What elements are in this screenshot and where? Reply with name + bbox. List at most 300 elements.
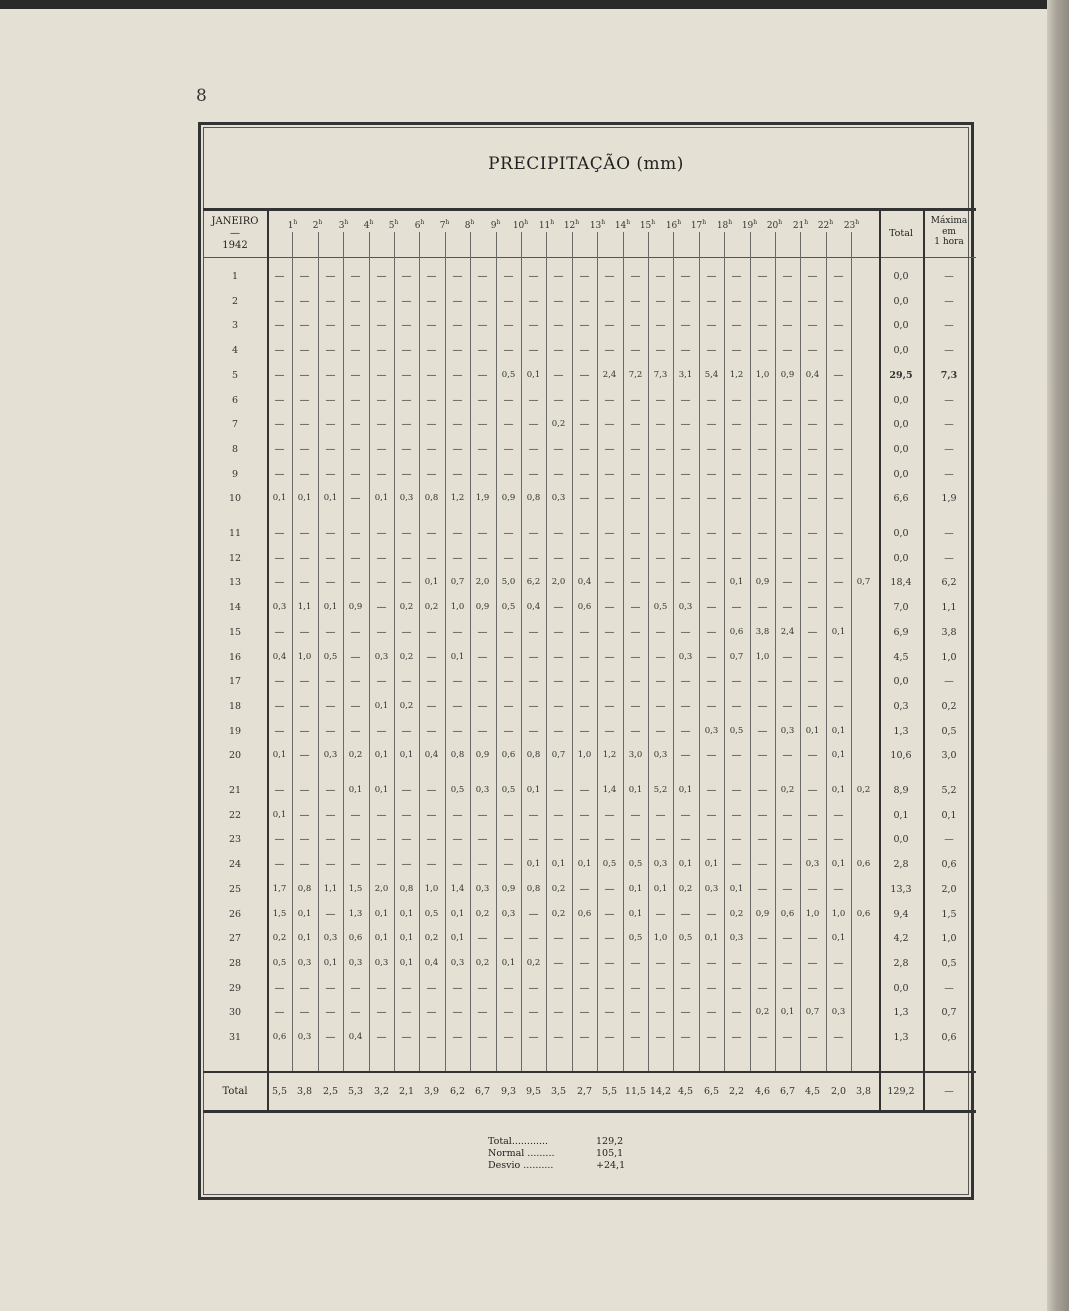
hourly-total: 6,5 [703,1086,720,1097]
hourly-value: 0,1 [704,859,719,870]
hourly-value: — [553,468,564,480]
summary-total-line: Total............ 129,2 [488,1136,624,1147]
hourly-value: — [452,834,463,846]
hourly-value: — [630,725,641,737]
hourly-total: 11,5 [624,1086,647,1097]
hourly-value: — [630,295,641,307]
hourly-value: — [274,345,285,357]
hourly-value: — [655,443,666,455]
hourly-value: 0,3 [297,957,312,968]
hourly-value: — [274,834,285,846]
hourly-value: 0,1 [399,908,414,919]
hourly-value: 0,6 [501,750,516,761]
hourly-value: 1,5 [272,908,287,919]
hourly-value: — [503,676,514,688]
hourly-value: — [452,369,463,381]
hourly-value: 0,9 [780,369,795,380]
hourly-value: 0,1 [729,883,744,894]
hourly-value: — [579,468,590,480]
hourly-value: 0,3 [780,725,795,736]
hourly-value: 0,4 [348,1032,363,1042]
hourly-value: — [553,443,564,455]
hourly-value: — [401,394,412,406]
hourly-value: — [630,700,641,712]
hourly-value: 0,5 [424,908,439,919]
hourly-value: — [757,700,768,712]
hourly-value: 0,1 [628,908,643,919]
hourly-value: — [401,982,412,994]
hourly-value: 0,2 [551,419,566,430]
hourly-value: — [807,295,818,307]
hourly-value: 3,1 [678,369,693,380]
hourly-value: — [325,552,336,564]
hourly-value: — [630,1007,641,1019]
hourly-value: 2,0 [475,577,490,588]
hourly-value: — [503,295,514,307]
hourly-value: — [426,700,437,712]
hourly-value: — [325,394,336,406]
hourly-value: — [731,271,742,282]
hourly-value: — [477,295,488,307]
hourly-value: 0,1 [272,750,287,761]
daily-total: 0,0 [893,676,909,688]
hourly-value: — [503,394,514,406]
hourly-value: — [782,700,793,712]
hourly-value: — [757,957,768,969]
hourly-value: — [757,809,768,821]
hourly-value: — [376,369,387,381]
hourly-value: — [426,1032,437,1043]
hourly-value: 0,1 [526,369,541,380]
hourly-value: — [655,468,666,480]
hourly-value: — [706,394,717,406]
hourly-value: — [452,725,463,737]
hourly-value: 0,3 [729,933,744,944]
hourly-value: 0,1 [577,859,592,870]
day-label: 21 [228,785,242,796]
hourly-value: — [553,369,564,381]
hourly-value: — [782,750,793,762]
hourly-value: — [604,443,615,455]
hourly-value: — [680,1032,691,1043]
hourly-value: — [274,785,285,796]
daily-max: — [944,443,954,455]
hourly-value: — [274,271,285,282]
hourly-value: — [350,834,361,846]
hourly-value: 0,6 [729,626,744,637]
hourly-value: — [731,493,742,505]
hourly-value: — [426,320,437,332]
month-dash: — [230,228,240,239]
hourly-value: — [680,750,691,762]
hourly-value: 0,3 [323,933,338,944]
hourly-value: — [833,957,844,969]
hourly-value: — [426,859,437,871]
hourly-value: — [503,1032,514,1043]
hourly-value: — [630,602,641,614]
hourly-value: — [350,1007,361,1019]
hourly-value: — [376,676,387,688]
hourly-value: — [553,676,564,688]
hourly-value: — [680,295,691,307]
day-label: 31 [228,1032,242,1043]
hourly-value: 0,4 [805,369,820,380]
hourly-value: 0,8 [450,750,465,761]
hourly-value: 0,1 [272,809,287,820]
hourly-value: — [350,552,361,564]
hourly-value: — [553,295,564,307]
hourly-value: — [299,369,310,381]
day-label: 24 [228,859,242,871]
hourly-value: — [376,626,387,638]
hourly-value: — [325,320,336,332]
hourly-value: 0,3 [501,908,516,919]
hourly-value: — [299,982,310,994]
hourly-value: 1,0 [755,369,770,380]
hour-header-8: 8$^h$ [464,219,475,231]
hourly-value: — [452,528,463,539]
hourly-value: — [401,369,412,381]
hourly-value: — [706,468,717,480]
daily-max: — [944,982,954,994]
hourly-value: — [731,982,742,994]
hourly-value: — [655,1007,666,1019]
hour-header-14: 14$^h$ [614,219,631,231]
hourly-value: 0,1 [831,785,846,795]
hourly-value: — [376,577,387,589]
daily-max: 0,7 [941,1007,957,1019]
hourly-value: — [299,271,310,282]
hourly-value: — [579,809,590,821]
hourly-value: 0,2 [678,883,693,894]
totals-bottom-rule [203,1110,976,1113]
hourly-value: — [655,982,666,994]
hourly-value: — [833,320,844,332]
hourly-value: — [731,320,742,332]
daily-total: 0,0 [893,295,909,307]
hourly-value: — [604,1032,615,1043]
hourly-value: 0,4 [424,957,439,968]
hourly-value: — [579,785,590,796]
hourly-total: 3,5 [550,1086,567,1097]
hourly-value: — [350,419,361,431]
daily-total: 0,1 [893,809,909,821]
hourly-value: — [274,1007,285,1019]
hourly-value: — [528,394,539,406]
daily-max: 0,2 [941,700,957,712]
hourly-total: 9,3 [500,1086,517,1097]
hourly-value: 7,3 [653,369,668,380]
hourly-value: — [833,295,844,307]
hourly-value: — [782,345,793,357]
hourly-value: — [401,320,412,332]
table-title: PRECIPITAÇÃO (mm) [488,154,684,174]
hourly-value: 0,3 [551,493,566,504]
hourly-value: — [782,552,793,564]
hourly-value: — [706,528,717,539]
daily-max: 7,3 [940,369,958,381]
hourly-value: — [757,859,768,871]
hourly-value: — [731,809,742,821]
hourly-value: — [833,809,844,821]
daily-total: 29,5 [889,369,913,381]
hourly-value: — [782,809,793,821]
hourly-value: — [426,443,437,455]
hourly-value: — [782,982,793,994]
hourly-value: 0,2 [526,957,541,968]
hourly-value: — [706,750,717,762]
hourly-value: — [757,982,768,994]
hourly-value: 3,0 [628,750,643,761]
day-label: 13 [228,577,242,589]
hourly-value: — [553,552,564,564]
hourly-value: — [807,785,818,796]
hourly-value: 0,1 [831,626,846,637]
hourly-value: — [477,394,488,406]
daily-max: — [944,419,954,431]
hourly-value: 0,2 [729,908,744,919]
hourly-value: — [604,957,615,969]
hourly-value: — [553,320,564,332]
day-label: 18 [228,700,242,712]
hourly-value: 0,2 [551,883,566,894]
hourly-value: 1,5 [348,883,363,894]
hourly-value: — [528,809,539,821]
hourly-value: — [325,419,336,431]
hourly-value: — [528,468,539,480]
hourly-value: — [680,626,691,638]
hourly-value: — [680,809,691,821]
hourly-value: — [604,725,615,737]
hourly-value: — [401,626,412,638]
daily-total: 7,0 [893,602,909,614]
hourly-value: — [477,468,488,480]
hourly-value: — [350,700,361,712]
hourly-value: — [833,577,844,589]
hourly-value: 1,4 [450,883,465,894]
hourly-value: 0,5 [501,785,516,795]
hourly-value: — [426,626,437,638]
summary-normal-line: Normal ......... 105,1 [488,1148,624,1159]
hourly-value: 0,1 [348,785,363,795]
daily-max: 0,6 [941,859,957,871]
hourly-value: — [299,345,310,357]
hourly-value: 0,8 [399,883,414,894]
max-header-line2: em [942,226,956,237]
hourly-value: — [604,577,615,589]
hourly-value: — [757,468,768,480]
hourly-value: — [477,809,488,821]
hourly-value: — [807,626,818,638]
hourly-value: — [833,369,844,381]
hourly-value: — [376,725,387,737]
daily-max: 1,0 [941,651,957,663]
hourly-value: 0,3 [653,859,668,870]
hourly-value: — [503,859,514,871]
hourly-value: — [452,419,463,431]
hourly-value: — [274,725,285,737]
hourly-value: — [503,626,514,638]
hourly-value: 0,1 [424,577,439,588]
hourly-value: — [782,528,793,539]
max-header-line3: 1 hora [934,237,964,247]
hourly-value: — [299,295,310,307]
hourly-value: 0,3 [704,883,719,894]
hourly-value: — [731,700,742,712]
hourly-value: — [655,577,666,589]
hourly-value: — [680,528,691,539]
hourly-value: 0,3 [475,883,490,894]
day-label: 11 [228,528,242,539]
hourly-value: — [807,750,818,762]
day-label: 30 [228,1007,242,1019]
hourly-value: — [579,651,590,663]
hourly-value: — [706,982,717,994]
hourly-value: — [528,982,539,994]
hourly-value: — [807,676,818,688]
hourly-value: 0,1 [729,577,744,588]
hourly-value: — [807,528,818,539]
hourly-value: — [274,320,285,332]
hourly-value: 0,1 [678,859,693,870]
hourly-value: — [680,468,691,480]
hourly-value: 0,8 [526,883,541,894]
hourly-value: 1,0 [297,651,312,662]
hourly-value: — [757,295,768,307]
hourly-value: — [757,676,768,688]
hourly-value: — [325,528,336,539]
hourly-value: — [782,602,793,614]
hourly-value: — [757,419,768,431]
hourly-value: — [299,394,310,406]
hourly-value: — [274,295,285,307]
month-year: 1942 [222,240,248,251]
hourly-value: — [807,1032,818,1043]
hourly-value: — [426,785,437,796]
hourly-value: — [401,345,412,357]
hourly-value: 0,3 [653,750,668,761]
day-label: 3 [231,320,239,332]
hourly-value: — [655,345,666,357]
hourly-value: — [680,443,691,455]
hourly-value: — [401,528,412,539]
hour-header-10: 10$^h$ [512,219,529,231]
hourly-value: — [274,676,285,688]
hourly-value: 2,4 [780,626,795,637]
daily-total: 2,8 [893,859,909,871]
hourly-value: 1,0 [755,651,770,662]
hourly-value: 0,5 [653,602,668,613]
hourly-value: 1,0 [424,883,439,894]
daily-total: 2,8 [893,957,909,969]
hourly-value: — [528,700,539,712]
hourly-value: — [655,834,666,846]
hourly-value: — [604,320,615,332]
hourly-value: — [553,982,564,994]
daily-max: 1,1 [941,602,957,614]
hourly-value: — [477,626,488,638]
hourly-value: — [477,271,488,282]
daily-total: 1,3 [893,1007,909,1019]
hourly-value: — [376,809,387,821]
hourly-value: — [706,676,717,688]
hourly-value: — [426,834,437,846]
hourly-value: — [528,345,539,357]
hourly-value: — [299,626,310,638]
hourly-value: — [630,493,641,505]
hourly-value: — [426,394,437,406]
hourly-value: — [604,676,615,688]
hourly-value: — [452,271,463,282]
hourly-value: 0,1 [526,859,541,870]
hourly-value: — [731,957,742,969]
hourly-value: — [376,320,387,332]
hourly-value: — [782,493,793,505]
hourly-value: — [680,320,691,332]
hourly-value: — [706,651,717,663]
hourly-total: 5,5 [601,1086,618,1097]
hourly-value: — [376,552,387,564]
hour-column-divider [851,232,852,1071]
hourly-value: — [299,443,310,455]
hourly-value: — [579,271,590,282]
hourly-value: — [426,982,437,994]
hourly-value: — [680,982,691,994]
hourly-value: 0,1 [678,785,693,795]
hourly-value: — [325,834,336,846]
grand-total: 129,2 [887,1086,915,1097]
hourly-value: — [579,552,590,564]
hourly-value: — [553,809,564,821]
hourly-value: — [655,271,666,282]
hourly-value: — [528,651,539,663]
hourly-value: — [833,443,844,455]
hourly-value: — [807,700,818,712]
hourly-value: — [630,577,641,589]
hourly-value: — [731,345,742,357]
day-label: 20 [228,750,242,762]
hourly-value: — [833,1032,844,1043]
hourly-value: — [350,725,361,737]
hourly-value: — [477,443,488,455]
hourly-value: — [376,468,387,480]
hourly-value: 0,1 [780,1007,795,1018]
daily-total: 0,0 [893,443,909,455]
hourly-value: — [477,1007,488,1019]
hourly-value: 0,5 [729,725,744,736]
hourly-value: — [782,883,793,895]
hourly-total: 2,5 [322,1086,339,1097]
hourly-value: — [655,493,666,505]
hourly-value: — [706,785,717,796]
hourly-value: — [325,676,336,688]
hourly-value: — [325,443,336,455]
hourly-value: — [274,369,285,381]
max-column-header [924,216,974,248]
hourly-value: — [528,528,539,539]
day-label: 7 [231,419,239,431]
hourly-value: 0,1 [297,493,312,504]
hourly-value: — [350,271,361,282]
hourly-value: 0,3 [805,859,820,870]
hourly-value: — [350,626,361,638]
hourly-value: — [807,493,818,505]
hourly-value: — [731,394,742,406]
day-label: 25 [228,883,242,895]
hourly-value: — [706,295,717,307]
hourly-value: — [452,1032,463,1043]
hourly-value: 0,1 [297,933,312,944]
